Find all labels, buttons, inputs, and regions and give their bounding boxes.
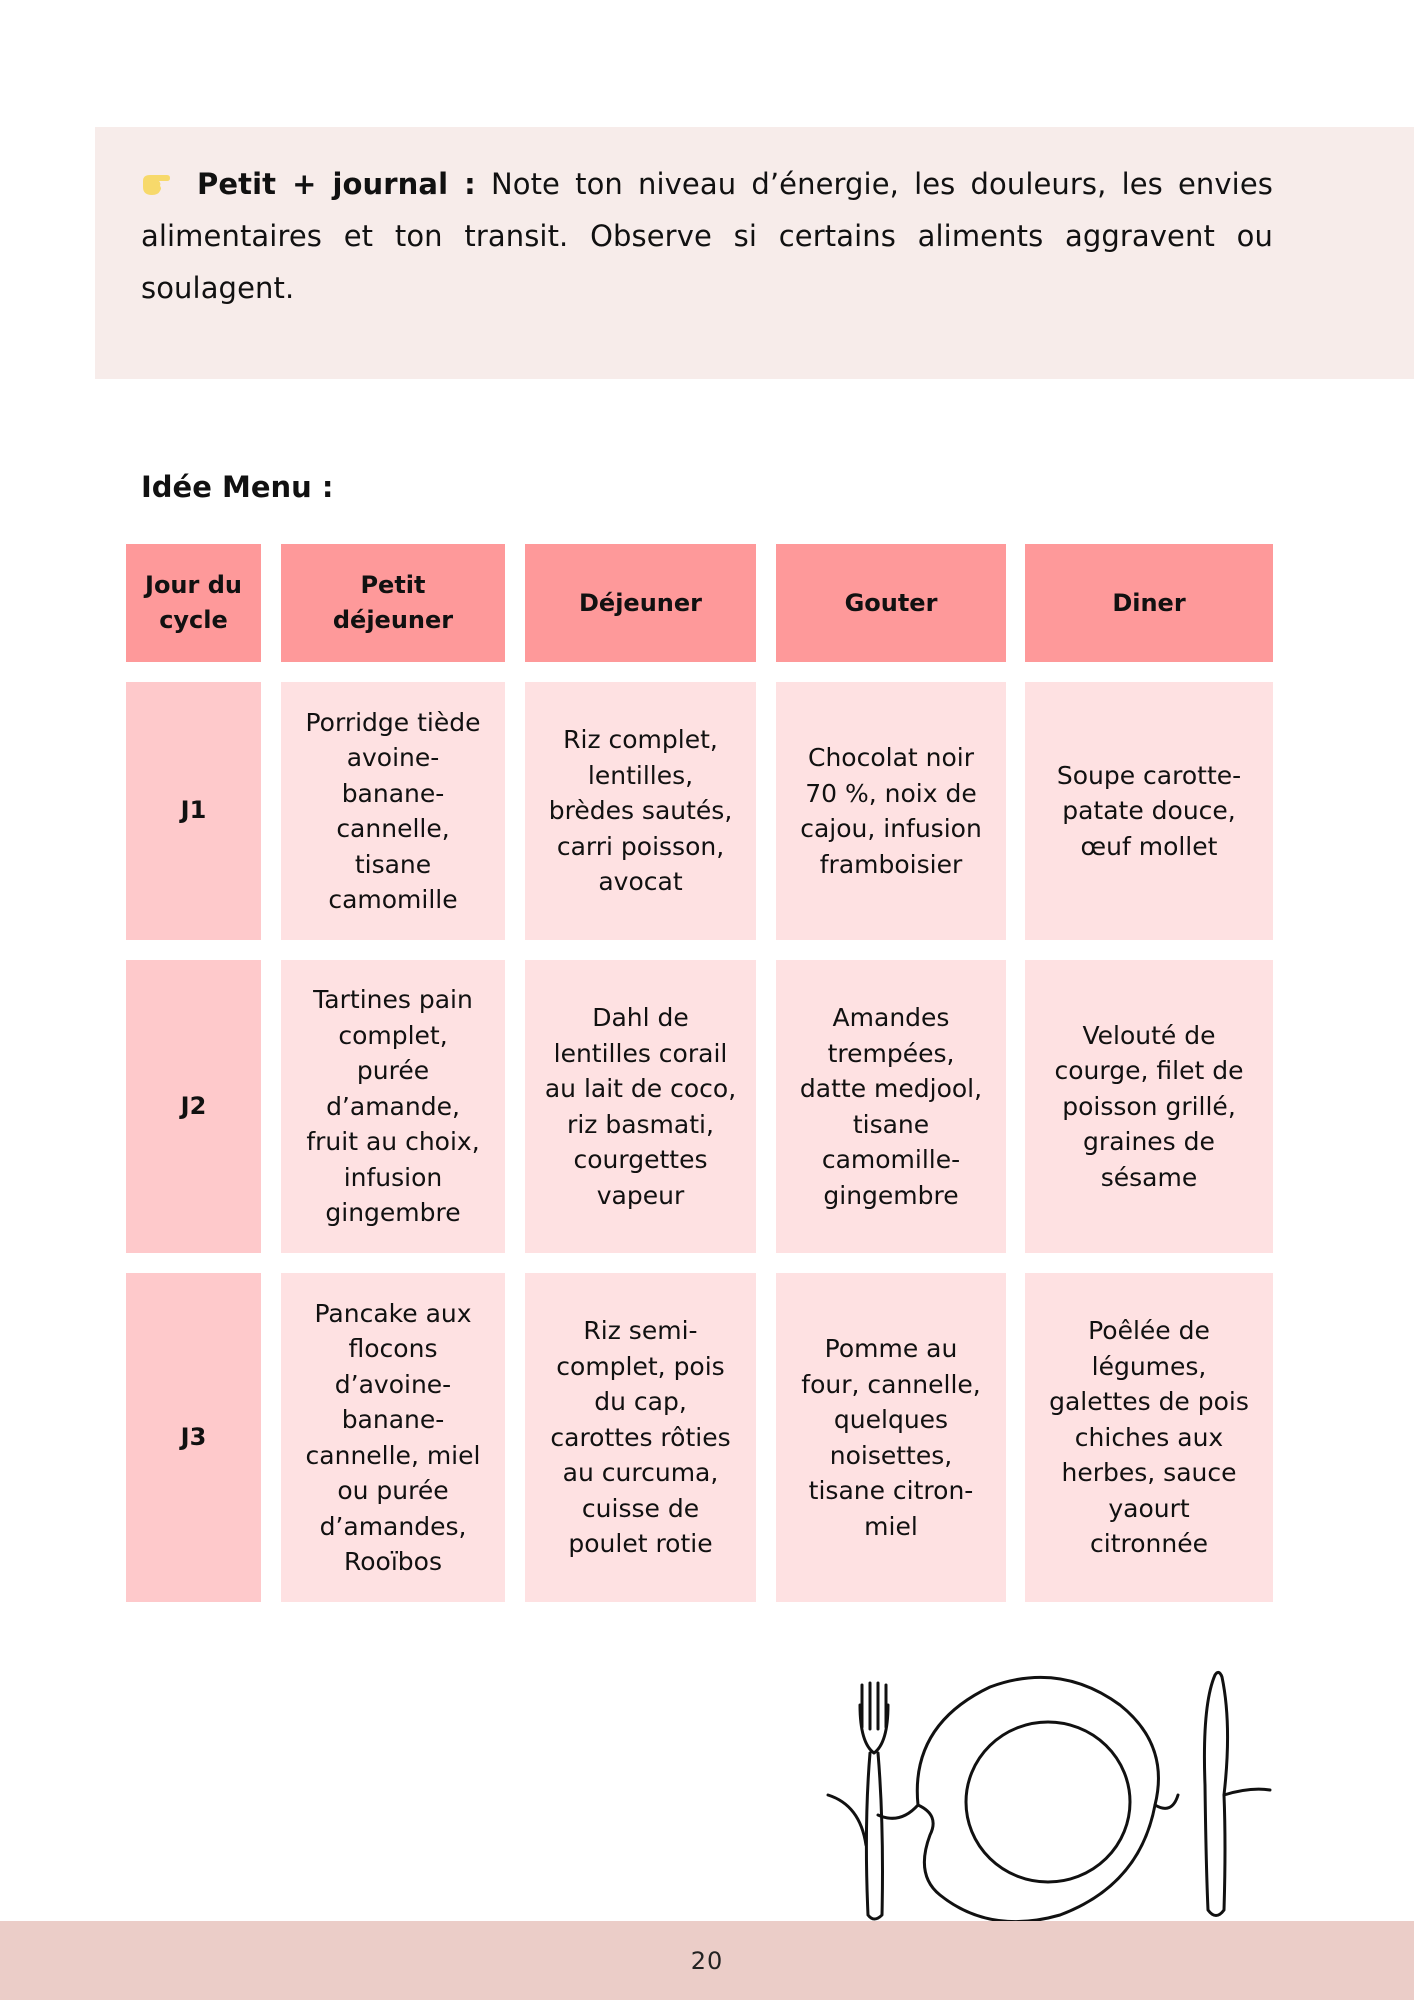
fork-plate-knife-icon xyxy=(820,1665,1280,1930)
table-cell: Pancake aux flocons d’avoine- banane- cannelle, miel ou purée d’amandes, Rooïbos xyxy=(281,1273,505,1602)
table-cell: Soupe carotte- patate douce, œuf mollet xyxy=(1025,682,1273,940)
menu-title: Idée Menu : xyxy=(141,470,334,504)
header-diner: Diner xyxy=(1025,544,1273,662)
table-cell: Porridge tiède avoine- banane- cannelle, tisane camomille xyxy=(281,682,505,940)
page-number: 20 xyxy=(690,1946,724,1975)
table-cell: Amandes trempées, datte medjool, tisane camomille- gingembre xyxy=(776,960,1006,1253)
table-cell: Riz complet, lentilles, brèdes sautés, carri poisson, avocat xyxy=(525,682,756,940)
tip-text: Note ton niveau d’énergie, les douleurs, les envies alimentaires et ton transit. Observe si certains aliments aggravent ou soulagent. xyxy=(141,167,1273,305)
day-cell-j2: J2 xyxy=(126,960,261,1253)
day-cell-j3: J3 xyxy=(126,1273,261,1602)
table-cell: Velouté de courge, filet de poisson grillé, graines de sésame xyxy=(1025,960,1273,1253)
header-gouter: Gouter xyxy=(776,544,1006,662)
journal-tip xyxy=(141,158,1273,314)
header-petit-dejeuner: Petit déjeuner xyxy=(281,544,505,662)
table-cell: Chocolat noir 70 %, noix de cajou, infusion framboisier xyxy=(776,682,1006,940)
header-jour-du-cycle: Jour du cycle xyxy=(126,544,261,662)
tip-bold-label: Petit + journal : xyxy=(197,167,476,201)
table-cell: Dahl de lentilles corail au lait de coco, riz basmati, courgettes vapeur xyxy=(525,960,756,1253)
table-cell: Riz semi- complet, pois du cap, carottes rôties au curcuma, cuisse de poulet rotie xyxy=(525,1273,756,1602)
pointing-hand-icon xyxy=(141,171,171,197)
table-cell: Tartines pain complet, purée d’amande, fruit au choix, infusion gingembre xyxy=(281,960,505,1253)
table-cell: Pomme au four, cannelle, quelques noisettes, tisane citron- miel xyxy=(776,1273,1006,1602)
table-cell: Poêlée de légumes, galettes de pois chiches aux herbes, sauce yaourt citronnée xyxy=(1025,1273,1273,1602)
day-cell-j1: J1 xyxy=(126,682,261,940)
header-dejeuner: Déjeuner xyxy=(525,544,756,662)
